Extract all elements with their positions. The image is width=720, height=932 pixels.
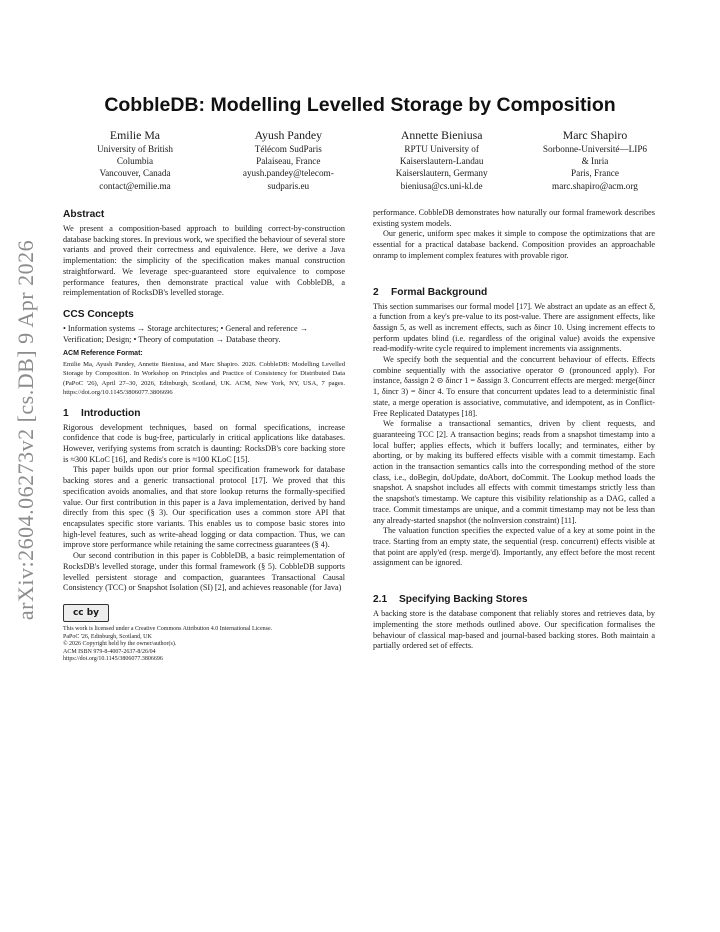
reference-format-text: Emilie Ma, Ayush Pandey, Annette Bieniusa, and Marc Shapiro. 2026. CobbleDB: Modelling Levelled Storage by Composition. In Workshop on Principles and Practice of Consistency for Distributed Data (PaPoC '26), April 27–30, 2026, Edinburgh, Scotland, UK. ACM, New York, NY, USA, 7 pages. https://doi.org/10.1145/3806077.3806696	[63, 361, 345, 397]
cc-by-icon: cc by	[63, 604, 109, 622]
intro-continuation: Our generic, uniform spec makes it simple to compose the optimizations that are essential for a practical database backend. Composition provides an approachable onramp to implement complex features with provable rigor.	[373, 229, 655, 260]
formal-paragraph: The valuation function specifies the expected value of a key at some point in the trace. Starting from an empty state, the sequential (resp. concurrent) effects visible at that point are apply'ed (resp. merge'd). Importantly, any effect before the most recent assignment can be ignored.	[373, 526, 655, 568]
author-affiliation: & Inria	[581, 156, 609, 167]
author-email: sudparis.eu	[267, 180, 310, 191]
left-column	[63, 208, 345, 664]
license-line: PaPoC '26, Edinburgh, Scotland, UK	[63, 633, 152, 640]
abstract-heading: Abstract	[63, 209, 105, 220]
author-location: Palaiseau, France	[256, 156, 321, 167]
author-name: Marc Shapiro	[562, 128, 628, 142]
cc-by-badge	[63, 604, 345, 622]
author-affiliation: Columbia	[116, 156, 154, 167]
section-number: 2.1	[373, 594, 388, 606]
formal-paragraph: This section summarises our formal model [17]. We abstract an update as an effect δ, a function from a key's pre-value to its post-value. There are assignment effects, like δassign 5, as well as increment effects, such as δincr 10. Using increment effects to perform updates blind (i.e. regardless of the original value) avoids the expensive read-modify-write cycle required to implement increments via assignments.	[373, 301, 655, 354]
license-doi-link[interactable]: https://doi.org/10.1145/3806077.3806696	[63, 656, 163, 663]
arxiv-sidebar	[4, 0, 48, 932]
arxiv-identifier: arXiv:2604.06273v2 [cs.DB] 9 Apr 2026	[13, 239, 38, 621]
author-name: Annette Bieniusa	[400, 128, 483, 142]
backing-paragraph: A backing store is the database component that reliably stores and retrieves data, by implementing the store methods outlined above. Our specification formalises the behaviour of classical map-based and journal-based backing stores. Both maintain a partially ordered set of effects.	[373, 609, 655, 651]
author-affiliation: Sorbonne-Université—LIP6	[542, 144, 648, 154]
license-line: This work is licensed under a Creative Commons Attribution 4.0 International License.	[63, 625, 273, 632]
formal-background-heading	[373, 286, 655, 299]
section-title: Introduction	[81, 407, 141, 419]
author-location: Paris, France	[571, 168, 619, 179]
formal-paragraph: We specify both the sequential and the concurrent behaviour of effects. Effects combine sequentially with the associative operator ⊙ (pronounced apply). For instance, δassign 2 ⊙ δincr 1 = δassign 3. Concurrent effects are merged: merge(δincr 1, δincr 3) = δincr 4. To ensure that concurrent updates lead to a deterministic final state, a merge operation is associative, commutative, and idempotent, as in Conflict-Free Replicated Datatypes [18].	[373, 355, 655, 418]
intro-continuation: performance. CobbleDB demonstrates how naturally our formal framework describes existing system models.	[373, 208, 655, 228]
formal-paragraph: We formalise a transactional semantics, driven by client requests, and guaranteeing TCC [2]. A transaction begins; reads from a snapshot timestamp into a local buffer; applies effects, which it buffers locally; and terminates, either by aborting, or by making its buffered effects visible with a commit timestamp. Each action in the transaction semantics calls into the corresponding method of the store class, i.e., doBegin, doUpdate, doAbort, doCommit. The Lookup method loads the snapshot. A snapshot includes all effects with commit timestamps strictly less than the snapshot's timestamp. We capture this visibility relationship as a DAG, called a trace. Commit timestamps are unique, and a commit timestamp may not be less than any already-started snapshot (the noInversion constraint) [11].	[373, 419, 655, 525]
author-4	[520, 128, 670, 192]
author-name: Ayush Pandey	[254, 128, 323, 142]
author-name: Emilie Ma	[109, 128, 161, 142]
license-line: ACM ISBN 979-8-4007-2637-8/26/04	[63, 648, 156, 655]
section-title: Specifying Backing Stores	[399, 594, 528, 606]
intro-paragraph: Rigorous development techniques, based on formal specifications, increase confidence that code is bug-free, particularly in critical applications like databases. However, verifying systems from scratch is daunting: RocksDB's core backing store is ≈300 KLoC [16], and Redis's core is ≈100 KLoC [15].	[63, 422, 345, 464]
author-email: marc.shapiro@acm.org	[552, 180, 638, 191]
reference-format-heading: ACM Reference Format:	[63, 350, 143, 358]
author-location: Kaiserslautern, Germany	[395, 168, 488, 179]
author-block	[60, 128, 670, 192]
right-column	[373, 208, 655, 652]
author-affiliation: RPTU University of	[404, 144, 479, 154]
author-affiliation: Kaiserslautern-Landau	[399, 156, 484, 167]
author-email: bieniusa@cs.uni-kl.de	[400, 180, 483, 191]
section-title: Formal Background	[391, 286, 488, 298]
author-affiliation: University of British	[96, 144, 174, 154]
author-3	[367, 128, 517, 192]
author-2	[213, 128, 363, 192]
author-location: Vancouver, Canada	[99, 168, 171, 179]
paper-title: CobbleDB: Modelling Levelled Storage by Composition	[104, 94, 616, 116]
author-affiliation: Télécom SudParis	[254, 144, 322, 154]
intro-paragraph: Our second contribution in this paper is CobbleDB, a basic reimplementation of RocksDB's levelled storage, under this formal framework (§ 5). CobbleDB supports levelled persistent storage and compaction, guarantees Transactional Causal Consistency (TCC) or Snapshot Isolation (SI) [2], and achieves reasonable (for Java)	[63, 551, 345, 593]
section-number: 1	[63, 407, 69, 419]
license-block	[63, 604, 345, 664]
author-email: contact@emilie.ma	[99, 180, 171, 191]
backing-stores-heading	[373, 593, 655, 606]
introduction-heading	[63, 407, 345, 420]
author-email: ayush.pandey@telecom-	[242, 168, 334, 179]
abstract-text: We present a composition-based approach to building correct-by-construction database backing stores. In previous work, we specified the behaviour of several store variants and proved their correctness and equivalence. Here, we derive a Java implementation: the simplicity of the specification makes manual construction straightforward. We leverage spec-guaranteed store equivalence to compose performance features, then demonstrate practical value with CobbleDB, a reimplementation of RocksDB's levelled storage.	[63, 224, 345, 298]
license-line: © 2026 Copyright held by the owner/author(s).	[63, 641, 177, 648]
section-number: 2	[373, 286, 379, 298]
author-1	[60, 128, 210, 192]
ccs-heading: CCS Concepts	[63, 308, 134, 320]
ccs-text: • Information systems → Storage architectures; • General and reference → Verification; Design; • Theory of computation → Database theory.	[63, 323, 308, 344]
intro-paragraph: This paper builds upon our prior formal specification framework for database backing stores and a generic transactional protocol [17]. We proved that this specification avoids anomalies, and that store lookup returns the formally-specified value. Our first contribution in this paper is a Java implementation, derived by hand directly from this spec (§ 3). Our specification uses a common store API that encapsulates specific store variants. This enables us to compose basic stores into high-level features, such as write-ahead logging or data compaction. Thus, we can improve store performance while retaining the same correctness guarantees (§ 4).	[63, 465, 345, 550]
